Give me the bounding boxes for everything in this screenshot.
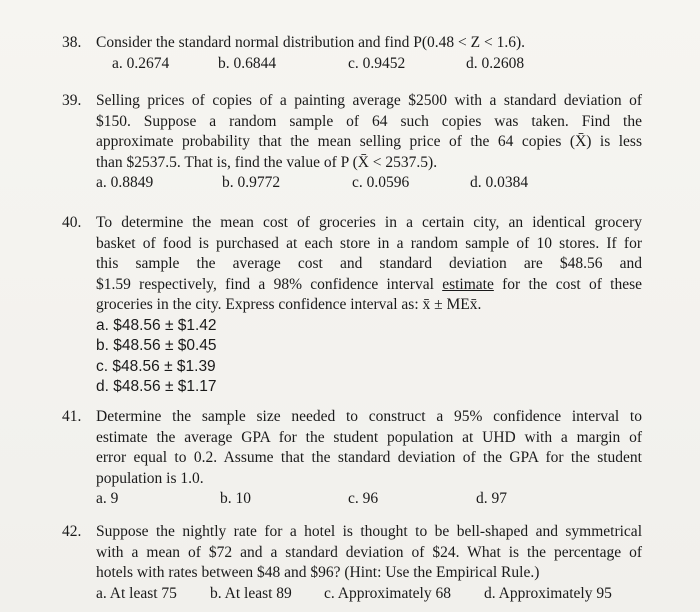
question-line: basket of food is purchased at each store in a random sample of 10 stores. If for: [96, 234, 642, 252]
question-line: with a mean of $72 and a standard deviation of $24. What is the percentage of: [96, 543, 642, 561]
option-b[interactable]: b. At least 89: [210, 584, 292, 602]
answer-options: [96, 173, 642, 193]
option-d[interactable]: d. Approximately 95: [484, 584, 612, 602]
option-a[interactable]: a. At least 75: [96, 584, 177, 602]
question-line: Selling prices of copies of a painting average $2500 with a standard deviation of: [96, 92, 642, 109]
answer-options: [96, 54, 656, 74]
question-line: Suppose the nightly rate for a hotel is thought to be bell-shaped and symmetrical: [96, 523, 642, 540]
option-b[interactable]: b. 0.6844: [218, 54, 277, 72]
option-d[interactable]: d. $48.56 ± $1.17: [96, 378, 217, 396]
question-42: [62, 522, 642, 604]
option-d[interactable]: d. 97: [476, 490, 507, 508]
question-line: estimate the average GPA for the student population at UHD with a margin of: [96, 428, 642, 446]
option-a[interactable]: a. $48.56 ± $1.42: [96, 316, 217, 334]
option-b[interactable]: b. 10: [220, 490, 251, 508]
question-41: [62, 407, 642, 509]
question-line: hotels with rates between $48 and $96? (Hint: Use the Empirical Rule.): [96, 564, 540, 582]
option-c[interactable]: c. Approximately 68: [324, 584, 451, 602]
question-line-with-underline: $1.59 respectively, find a 98% confidence interval estimate for the cost of these: [96, 275, 642, 293]
answer-options: [96, 584, 642, 604]
question-39: [62, 91, 642, 193]
question-40: [62, 213, 642, 398]
question-number: 42.: [62, 523, 82, 540]
question-line: this sample the average cost and standard deviation are $48.56 and: [96, 255, 642, 273]
question-line: approximate probability that the mean selling price of the 64 copies (X̄) is less: [96, 133, 642, 151]
question-line: error equal to 0.2. Assume that the standard deviation of the GPA for the student: [96, 449, 642, 467]
option-d[interactable]: d. 0.0384: [470, 174, 529, 192]
question-line: than $2537.5. That is, find the value of P (X̄ < 2537.5).: [96, 153, 438, 171]
question-number: 41.: [62, 408, 82, 425]
question-line: To determine the mean cost of groceries in a certain city, an identical grocery: [96, 214, 642, 231]
question-line: groceries in the city. Express confidence interval as: x̄ ± MEx̄.: [96, 296, 482, 314]
answer-options: [96, 489, 642, 509]
underlined-word: estimate: [442, 275, 494, 293]
question-text: Consider the standard normal distribution and find P(0.48 < Z < 1.6).: [96, 34, 526, 51]
option-a[interactable]: a. 0.8849: [96, 174, 154, 192]
question-line: Determine the sample size needed to construct a 95% confidence interval to: [96, 408, 642, 425]
answer-options: [96, 316, 642, 398]
question-number: 40.: [62, 214, 82, 231]
option-d[interactable]: d. 0.2608: [466, 54, 525, 72]
question-number: 39.: [62, 92, 82, 109]
option-b[interactable]: b. $48.56 ± $0.45: [96, 337, 217, 355]
option-c[interactable]: c. 96: [348, 490, 379, 508]
question-line: $150. Suppose a random sample of 64 such copies was taken. Find the: [96, 112, 642, 130]
option-c[interactable]: c. $48.56 ± $1.39: [96, 357, 216, 375]
question-38: [62, 33, 656, 74]
option-b[interactable]: b. 0.9772: [222, 174, 281, 192]
question-number: 38.: [62, 34, 82, 51]
question-line: population is 1.0.: [96, 469, 204, 487]
option-a[interactable]: a. 0.2674: [112, 54, 170, 72]
option-c[interactable]: c. 0.0596: [352, 174, 410, 192]
option-a[interactable]: a. 9: [96, 490, 119, 508]
option-c[interactable]: c. 0.9452: [348, 54, 406, 72]
